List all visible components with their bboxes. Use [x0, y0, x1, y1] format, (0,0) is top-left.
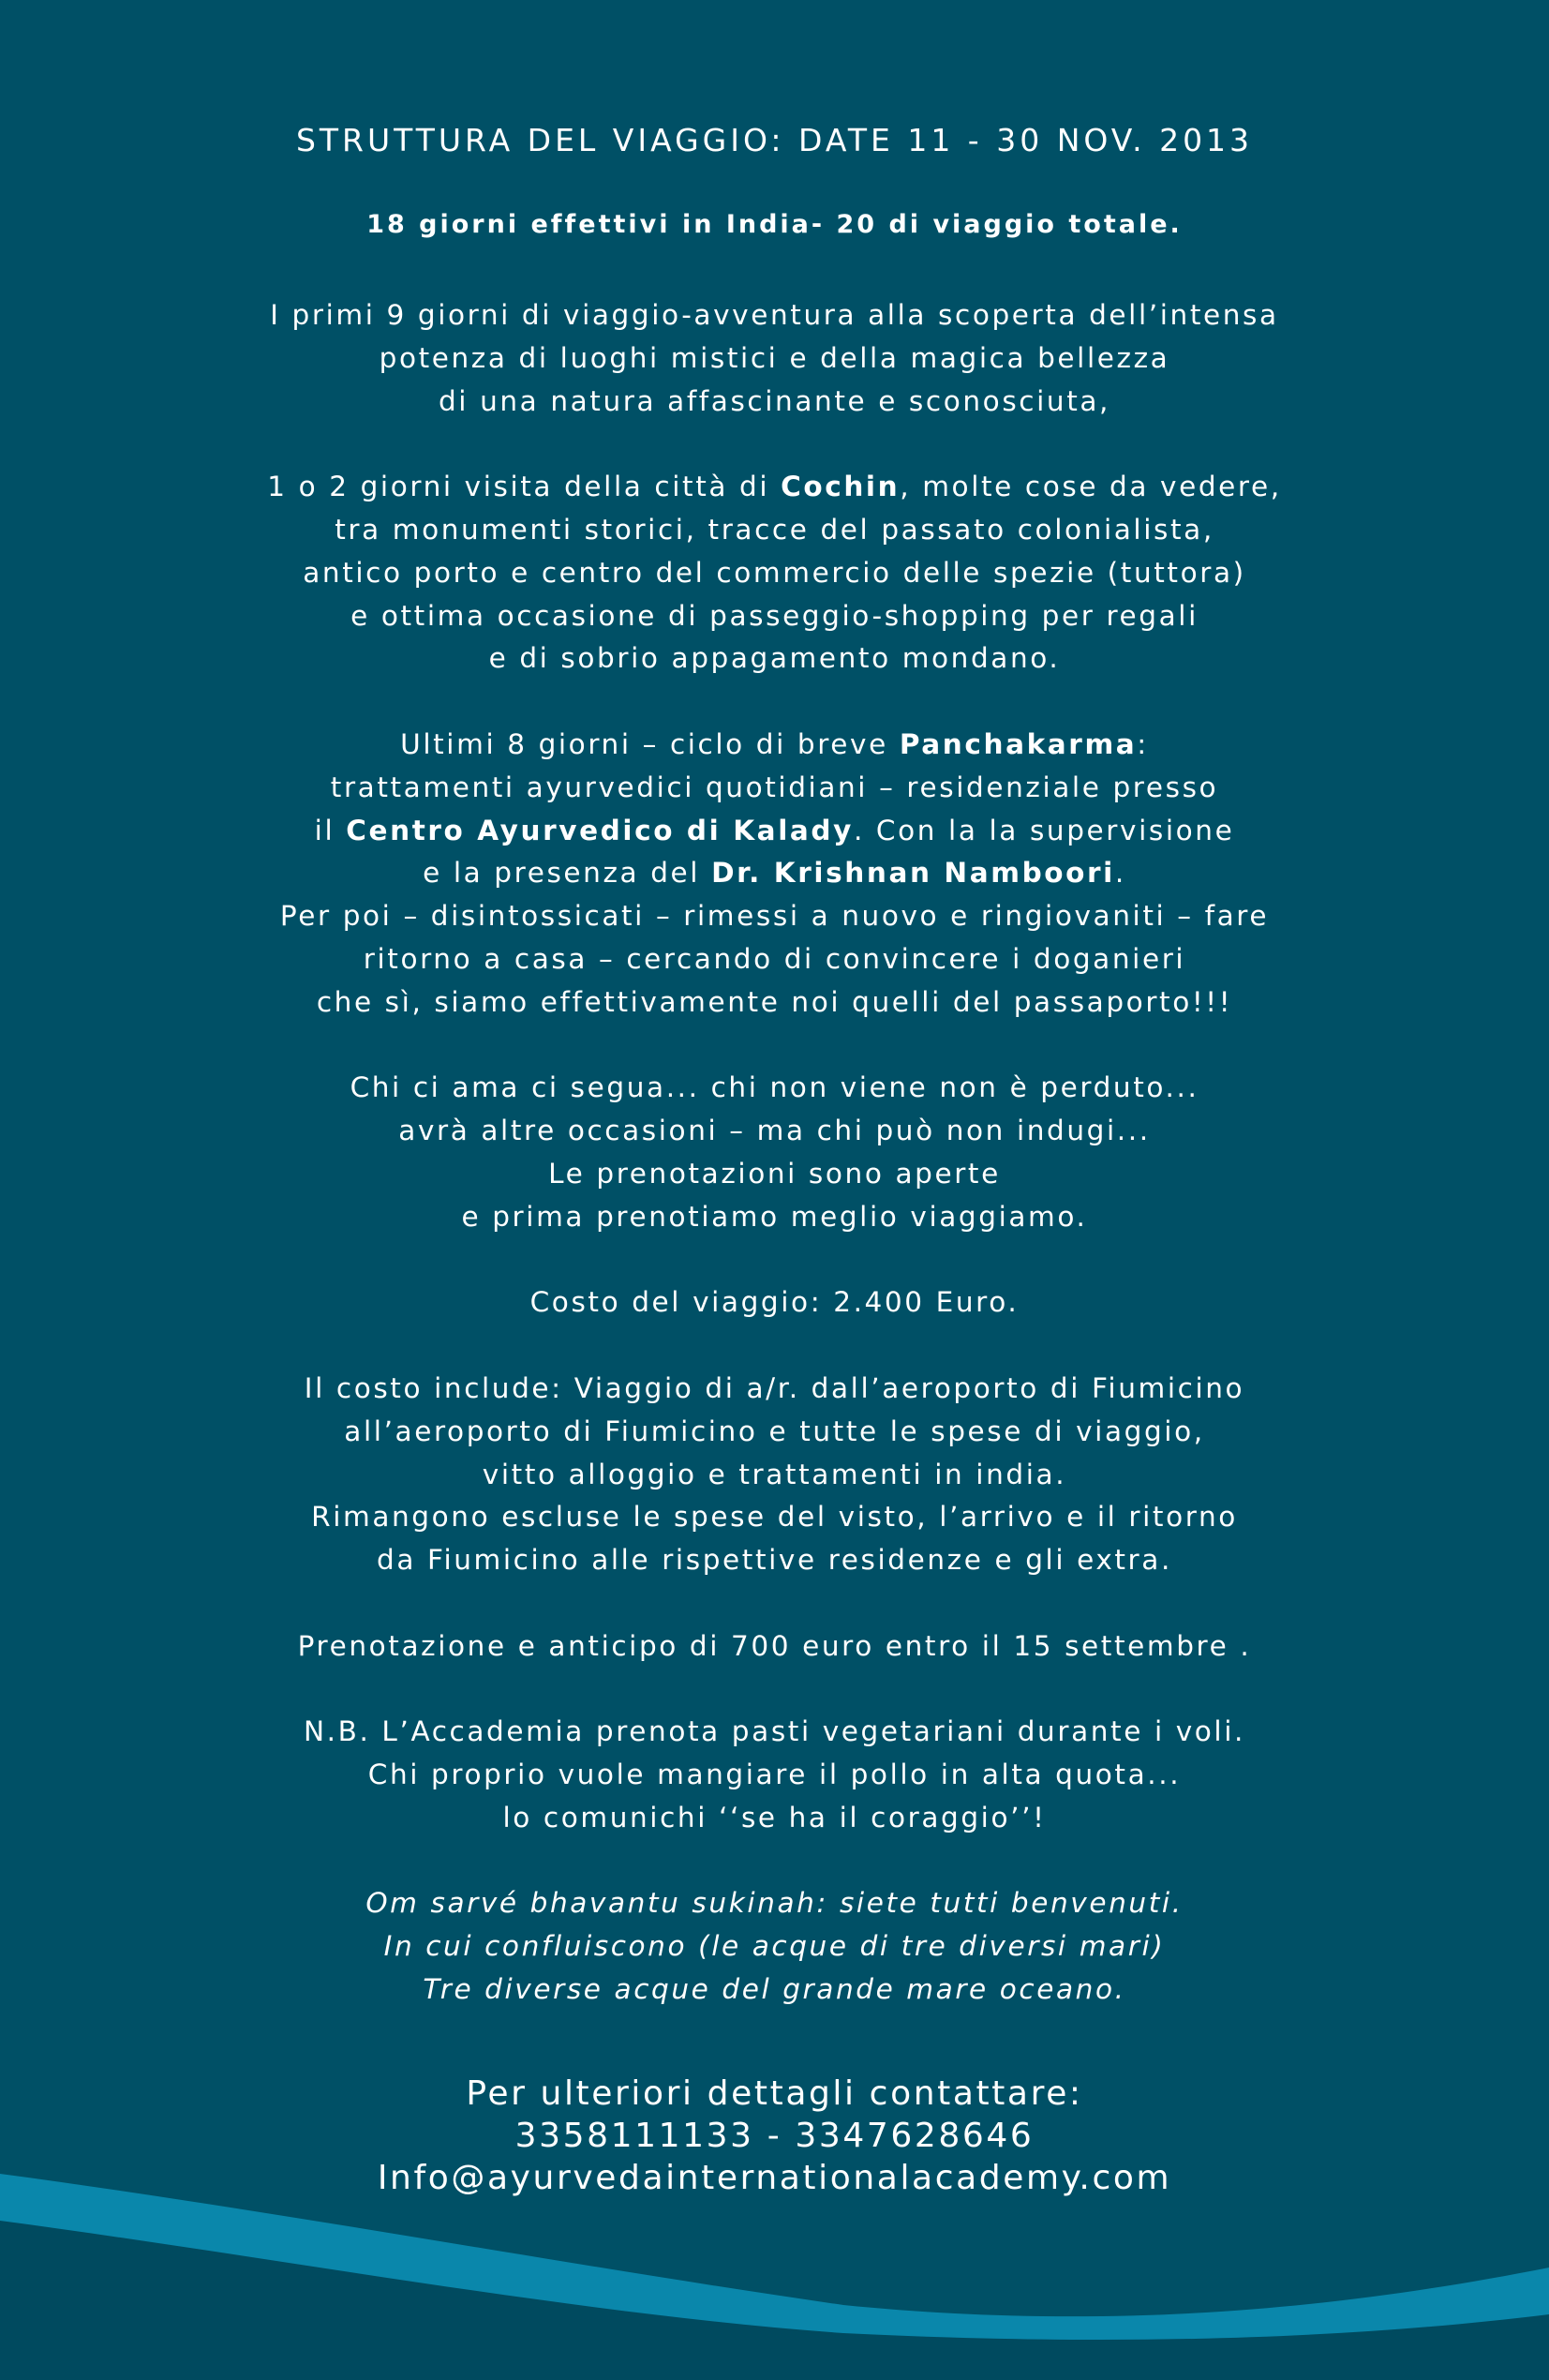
cochin-line: antico porto e centro del commercio delle spezie (tuttora): [303, 556, 1246, 589]
invite-line: Le prenotazioni sono aperte: [548, 1157, 1001, 1190]
panchakarma-line: Per poi – disintossicati – rimessi a nuovo e ringiovaniti – fare: [279, 900, 1270, 933]
mantra-line: Om sarvé bhavantu sukinah: siete tutti benvenuti.: [365, 1887, 1184, 1920]
panchakarma-highlight: Panchakarma: [899, 727, 1138, 760]
panchakarma-paragraph: [112, 724, 1437, 1025]
mantra-paragraph: [112, 1882, 1437, 2011]
cochin-highlight: Cochin: [781, 471, 901, 503]
intro-paragraph: [112, 294, 1437, 423]
invite-line: e prima prenotiamo meglio viaggiamo.: [461, 1200, 1088, 1233]
invite-line: Chi ci ama ci segua... chi non viene non è perduto...: [350, 1071, 1199, 1104]
note-paragraph: [112, 1711, 1437, 1839]
includes-line: Il costo include: Viaggio di a/r. dall’aeroporto di Fiumicino: [304, 1371, 1245, 1404]
booking-line: Prenotazione e anticipo di 700 euro entro il 15 settembre .: [297, 1629, 1252, 1662]
includes-line: vitto alloggio e trattamenti in india.: [482, 1458, 1067, 1490]
contact-label: Per ulteriori dettagli contattare:: [466, 2073, 1083, 2113]
note-line: lo comunichi ‘‘se ha il coraggio’’!: [502, 1801, 1047, 1834]
includes-line: all’aeroporto di Fiumicino e tutte le spese di viaggio,: [344, 1415, 1205, 1447]
page-subtitle: 18 giorni effettivi in India- 20 di viaggio totale.: [366, 210, 1183, 239]
panchakarma-line-text: :: [1137, 727, 1149, 760]
panchakarma-line: ritorno a casa – cercando di convincere i doganieri: [363, 942, 1186, 975]
panchakarma-line-text: il: [314, 814, 347, 846]
page-title: STRUTTURA DEL VIAGGIO: DATE 11 - 30 NOV. 2013: [295, 122, 1254, 158]
invite-line: avrà altre occasioni – ma chi può non indugi...: [398, 1115, 1151, 1147]
cochin-line: e di sobrio appagamento mondano.: [488, 642, 1061, 675]
intro-line: I primi 9 giorni di viaggio-avventura alla scoperta dell’intensa: [270, 299, 1279, 331]
panchakarma-line: trattamenti ayurvedici quotidiani – residenziale presso: [330, 771, 1219, 803]
mantra-line: In cui confluiscono (le acque di tre diversi mari): [383, 1930, 1166, 1963]
note-line: N.B. L’Accademia prenota pasti vegetariani durante i voli.: [304, 1715, 1245, 1748]
cochin-line-text: , molte cose da vedere,: [900, 471, 1282, 503]
panchakarma-line-text: . Con la la supervisione: [853, 814, 1235, 846]
centre-name: Centro Ayurvedico di Kalady: [346, 814, 854, 846]
cost-paragraph: [112, 1281, 1437, 1325]
panchakarma-line: [112, 852, 1437, 895]
includes-line: Rimangono escluse le spese del visto, l’arrivo e il ritorno: [311, 1501, 1238, 1534]
cochin-paragraph: [112, 466, 1437, 681]
contact-email: Info@ayurvedainternationalacademy.com: [377, 2158, 1172, 2197]
panchakarma-line: [112, 724, 1437, 767]
includes-line: da Fiumicino alle rispettive residenze e gli extra.: [377, 1544, 1172, 1577]
doctor-name: Dr. Krishnan Namboori: [711, 857, 1115, 890]
note-line: Chi proprio vuole mangiare il pollo in alta quota...: [367, 1759, 1182, 1791]
intro-line: di una natura affascinante e sconosciuta,: [438, 384, 1111, 417]
panchakarma-line-text: e la presenza del: [423, 857, 712, 890]
decorative-wave: [0, 2174, 1549, 2380]
mantra-line: Tre diverse acque del grande mare oceano.: [423, 1973, 1126, 2006]
panchakarma-line-text: .: [1114, 857, 1126, 890]
intro-line: potenza di luoghi mistici e della magica bellezza: [379, 341, 1170, 374]
cochin-line: tra monumenti storici, tracce del passato colonialista,: [335, 513, 1214, 546]
panchakarma-line-text: Ultimi 8 giorni – ciclo di breve: [400, 727, 900, 760]
cochin-line: e ottima occasione di passeggio-shopping per regali: [350, 599, 1199, 632]
includes-paragraph: [112, 1368, 1437, 1582]
flyer-content: [112, 122, 1437, 2199]
cost-line: Costo del viaggio: 2.400 Euro.: [529, 1286, 1020, 1319]
cochin-line-text: 1 o 2 giorni visita della città di: [267, 471, 782, 503]
booking-paragraph: [112, 1625, 1437, 1669]
cochin-line: [112, 466, 1437, 509]
invite-paragraph: [112, 1067, 1437, 1238]
contact-phones: 3358111133 - 3347628646: [514, 2116, 1035, 2155]
panchakarma-line: che sì, siamo effettivamente noi quelli del passaporto!!!: [316, 985, 1233, 1018]
panchakarma-line: [112, 810, 1437, 853]
